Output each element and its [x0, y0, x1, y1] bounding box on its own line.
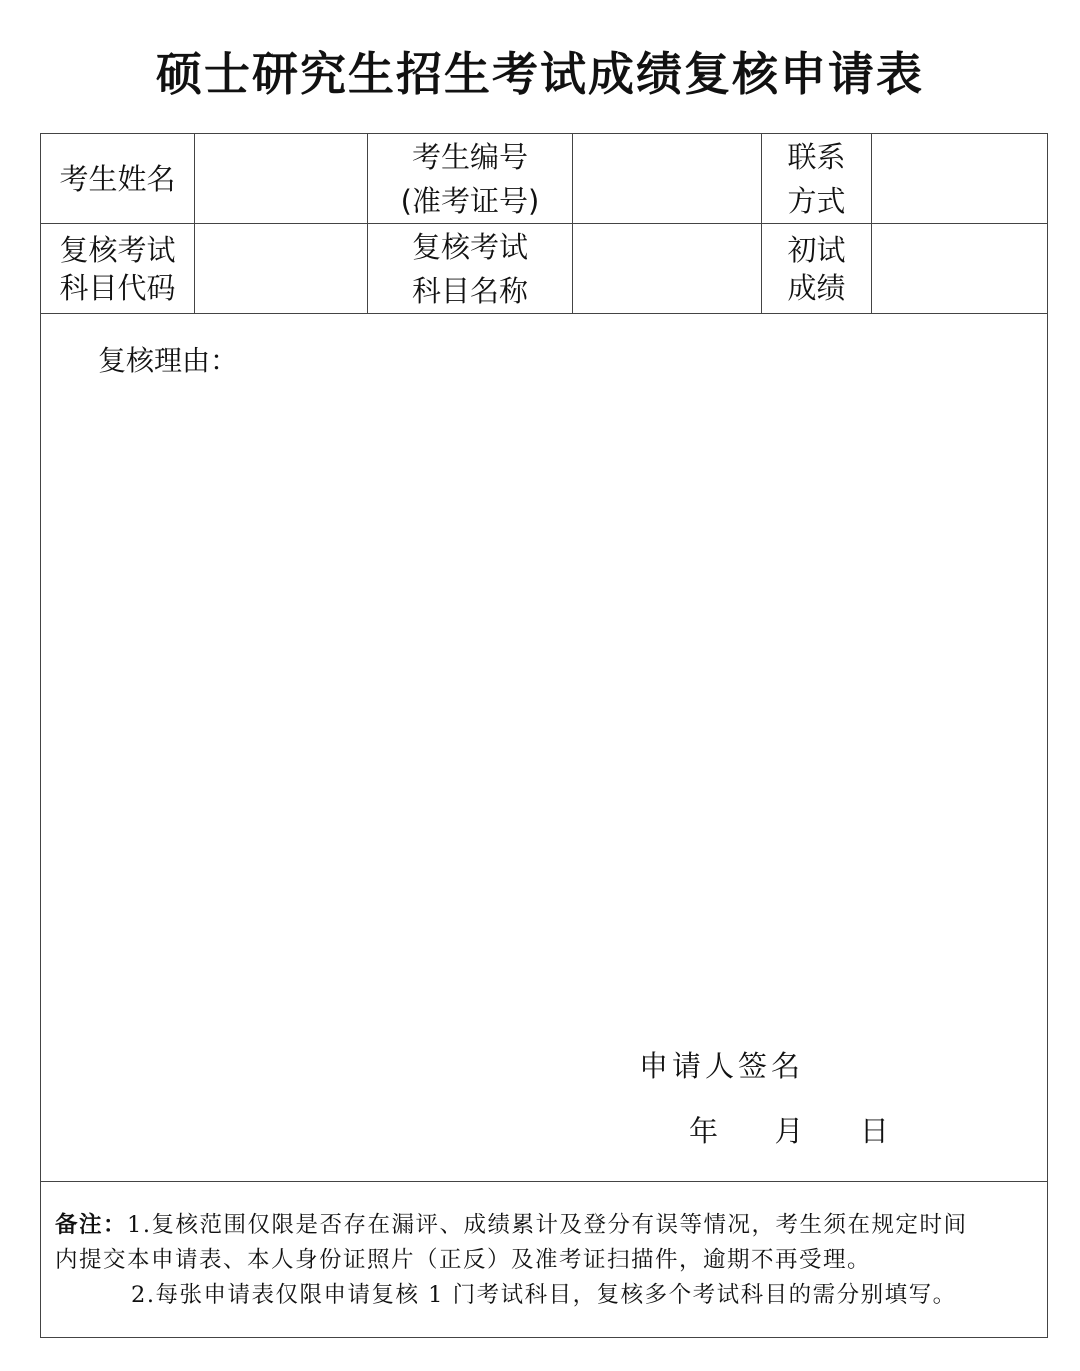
contact-field[interactable]	[872, 134, 1047, 223]
notes-line-1: 备注：1.复核范围仅限是否存在漏评、成绩累计及登分有误等情况，考生须在规定时间	[55, 1212, 968, 1238]
subject-name-label: 复核考试 科目名称	[411, 229, 528, 308]
form-title: 硕士研究生招生考试成绩复核申请表	[156, 47, 924, 101]
contact-label: 联系 方式	[787, 139, 846, 218]
candidate-id-field[interactable]	[573, 134, 761, 223]
reason-label: 复核理由：	[98, 344, 239, 377]
initial-score-field[interactable]	[872, 224, 1047, 313]
reason-text-area[interactable]	[41, 315, 1047, 1180]
initial-score-label: 初试 成绩	[787, 232, 846, 305]
subject-name-field[interactable]	[573, 224, 761, 313]
notes-section	[55, 1208, 1040, 1313]
month-label: 月	[774, 1114, 804, 1148]
subject-code-field[interactable]	[195, 224, 367, 313]
row-divider	[41, 313, 1047, 314]
candidate-name-label: 考生姓名	[59, 161, 176, 196]
notes-divider	[41, 1181, 1047, 1182]
notes-line-2: 内提交本申请表、本人身份证照片（正反）及准考证扫描件，逾期不再受理。	[55, 1247, 872, 1273]
year-label: 年	[689, 1114, 719, 1148]
application-form	[40, 133, 1048, 1338]
notes-prefix: 备注：	[55, 1212, 128, 1238]
candidate-id-label: 考生编号 (准考证号)	[400, 139, 540, 218]
notes-line-3: 2.每张申请表仅限申请复核 1 门考试科目，复核多个考试科目的需分别填写。	[131, 1282, 957, 1308]
date-line	[689, 1109, 889, 1150]
applicant-signature-label: 申请人签名	[639, 1049, 805, 1083]
day-label: 日	[859, 1114, 889, 1148]
candidate-name-field[interactable]	[195, 134, 367, 223]
subject-code-label: 复核考试 科目代码	[59, 232, 176, 305]
